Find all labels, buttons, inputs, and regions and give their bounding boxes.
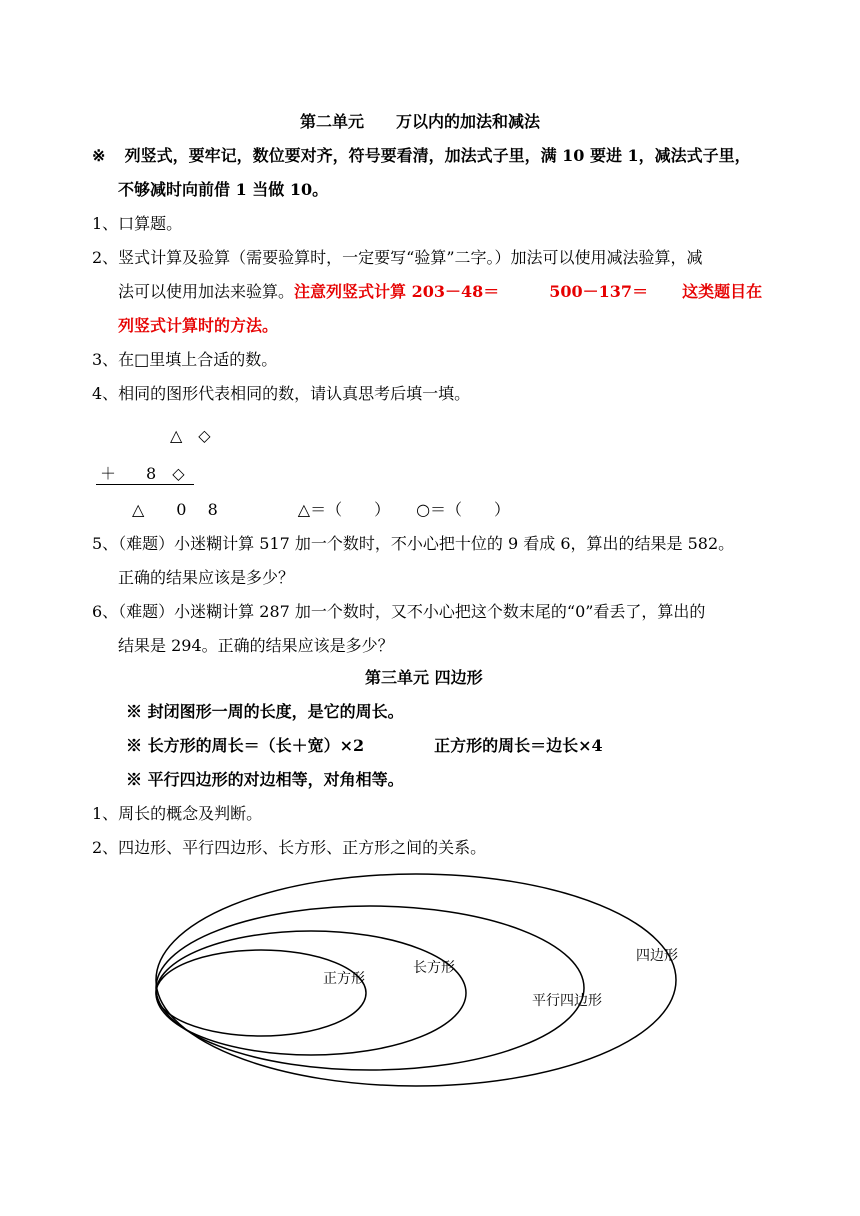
item-2-red-b: 500－137＝: [549, 282, 649, 301]
unit3-item-1: 1、周长的概念及判断。: [92, 804, 263, 823]
item-2-line3: 列竖式计算时的方法。: [118, 316, 279, 335]
plus-sign: ＋: [100, 464, 117, 483]
quadrilateral-ellipse: [156, 874, 676, 1086]
puzzle-row2: [100, 464, 185, 484]
circle-answer: ○＝（ ）: [416, 500, 511, 519]
item-1: 1、口算题。: [92, 214, 183, 233]
unit3-note-2: [126, 736, 603, 756]
unit3-note-1: ※ 封闭图形一周的长度，是它的周长。: [126, 702, 404, 721]
puzzle-row1: △ ◇: [170, 426, 211, 445]
unit2-title: 第二单元 万以内的加法和减法: [300, 112, 541, 131]
puzzle-row2-value: 8 ◇: [146, 464, 185, 483]
rectangle-label: 长方形: [413, 960, 455, 976]
item-2-red-c: 这类题目在: [682, 282, 763, 301]
item-5-line2: 正确的结果应该是多少？: [118, 568, 295, 587]
unit2-note-text1: 列竖式，要牢记，数位要对齐，符号要看清，加法式子里，满 10 要进 1，减法式子里，: [124, 146, 751, 165]
unit3-note-3: ※ 平行四边形的对边相等，对角相等。: [126, 770, 404, 789]
item-6-line2: 结果是 294。正确的结果应该是多少？: [118, 636, 394, 655]
triangle-answer: △＝（ ）: [297, 500, 391, 519]
puzzle-result: △ 0 8: [132, 500, 218, 519]
item-4: 4、相同的图形代表相同的数，请认真思考后填一填。: [92, 384, 471, 403]
parallelogram-label: 平行四边形: [532, 993, 602, 1009]
rectangle-ellipse: [156, 931, 466, 1055]
parallelogram-ellipse: [156, 906, 584, 1070]
square-perimeter: 正方形的周长＝边长×4: [434, 736, 603, 755]
item-2-line2: [118, 282, 762, 302]
unit3-item-2: 2、四边形、平行四边形、长方形、正方形之间的关系。: [92, 838, 487, 857]
quadrilateral-label: 四边形: [636, 948, 678, 964]
item-2-plain: 法可以使用加法来验算。: [118, 282, 295, 301]
quadrilateral-relationship-diagram: [0, 860, 860, 1100]
unit3-title: 第三单元 四边形: [365, 668, 483, 687]
reference-mark-icon: ※: [92, 146, 106, 165]
puzzle-row3: [132, 500, 510, 520]
rectangle-perimeter: ※ 长方形的周长＝（长＋宽）×2: [126, 736, 365, 755]
item-3: 3、在□里填上合适的数。: [92, 350, 278, 369]
item-2-line1: 2、竖式计算及验算（需要验算时，一定要写“验算”二字。）加法可以使用减法验算，减: [92, 248, 703, 267]
unit2-note-line2: 不够减时向前借 1 当做 10。: [118, 180, 329, 199]
item-2-red-a: 注意列竖式计算 203－48＝: [294, 282, 500, 301]
square-label: 正方形: [323, 971, 365, 987]
item-5-line1: 5、（难题）小迷糊计算 517 加一个数时，不小心把十位的 9 看成 6，算出的结果是 582。: [92, 534, 735, 553]
unit2-note-line1: [92, 146, 751, 166]
sum-line: [96, 484, 194, 485]
item-6-line1: 6、（难题）小迷糊计算 287 加一个数时，又不小心把这个数末尾的“0”看丢了，算出的: [92, 602, 706, 621]
square-ellipse: [156, 950, 366, 1036]
